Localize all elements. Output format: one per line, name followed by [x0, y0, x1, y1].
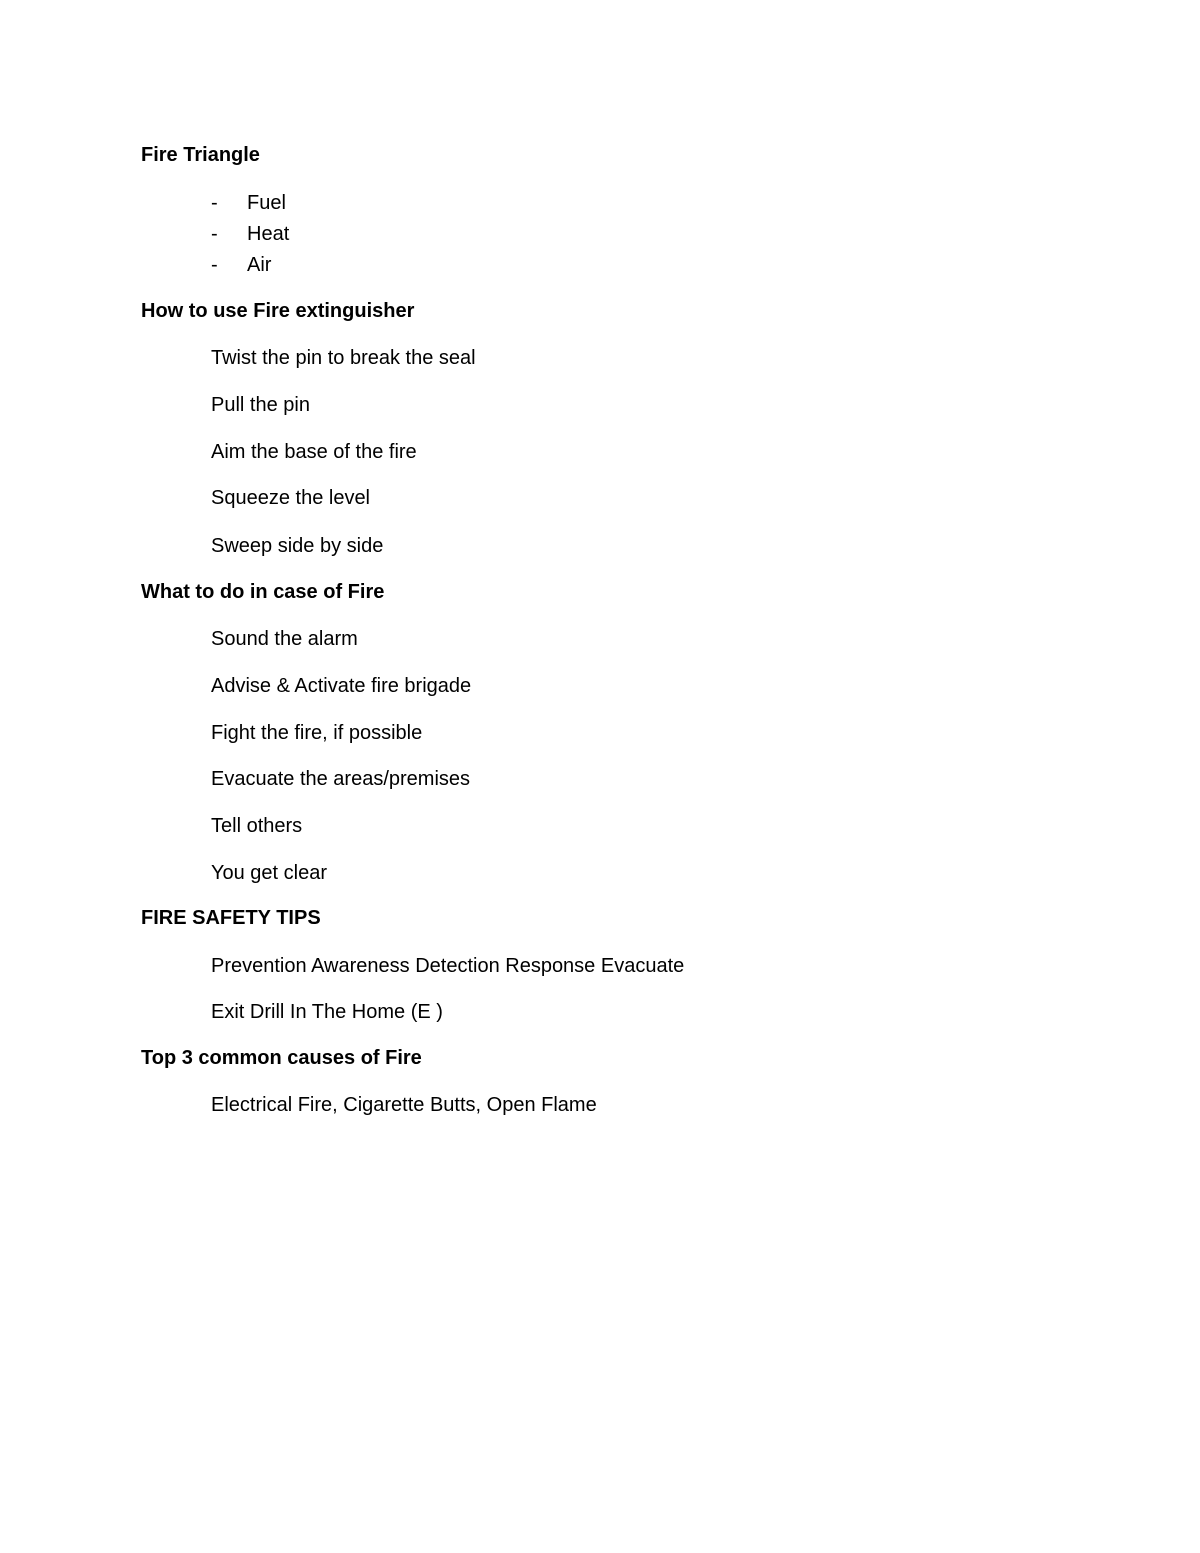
bullet-item	[211, 191, 286, 215]
bullet-text: Air	[247, 254, 272, 276]
list-item: Twist the pin to break the seal	[211, 347, 476, 369]
list-item: Pull the pin	[211, 394, 310, 416]
bullet-item	[211, 253, 271, 277]
list-item: Fight the fire, if possible	[211, 722, 423, 744]
section-heading-common-causes: Top 3 common causes of Fire	[141, 1047, 422, 1069]
bullet-item	[211, 222, 289, 246]
list-item: Sound the alarm	[211, 628, 358, 650]
list-item: Exit Drill In The Home (E )	[211, 1001, 443, 1023]
bullet-text: Fuel	[247, 192, 286, 214]
bullet-text: Heat	[247, 223, 290, 245]
bullet-dash: -	[211, 254, 218, 276]
list-item: Advise & Activate fire brigade	[211, 675, 472, 697]
list-item: Evacuate the areas/premises	[211, 768, 471, 790]
list-item: Tell others	[211, 815, 303, 837]
list-item: Prevention Awareness Detection Response Evacuate	[211, 955, 685, 977]
section-heading-in-case-of-fire: What to do in case of Fire	[141, 581, 385, 603]
list-item: Aim the base of the fire	[211, 441, 417, 463]
list-item: Squeeze the level	[211, 487, 371, 509]
list-item: Sweep side by side	[211, 535, 384, 557]
list-item: You get clear	[211, 862, 328, 884]
section-heading-fire-triangle: Fire Triangle	[141, 144, 260, 166]
bullet-dash: -	[211, 223, 218, 245]
bullet-dash: -	[211, 192, 218, 214]
list-item: Electrical Fire, Cigarette Butts, Open Flame	[211, 1094, 597, 1116]
section-heading-safety-tips: FIRE SAFETY TIPS	[141, 907, 321, 929]
section-heading-extinguisher: How to use Fire extinguisher	[141, 300, 415, 322]
